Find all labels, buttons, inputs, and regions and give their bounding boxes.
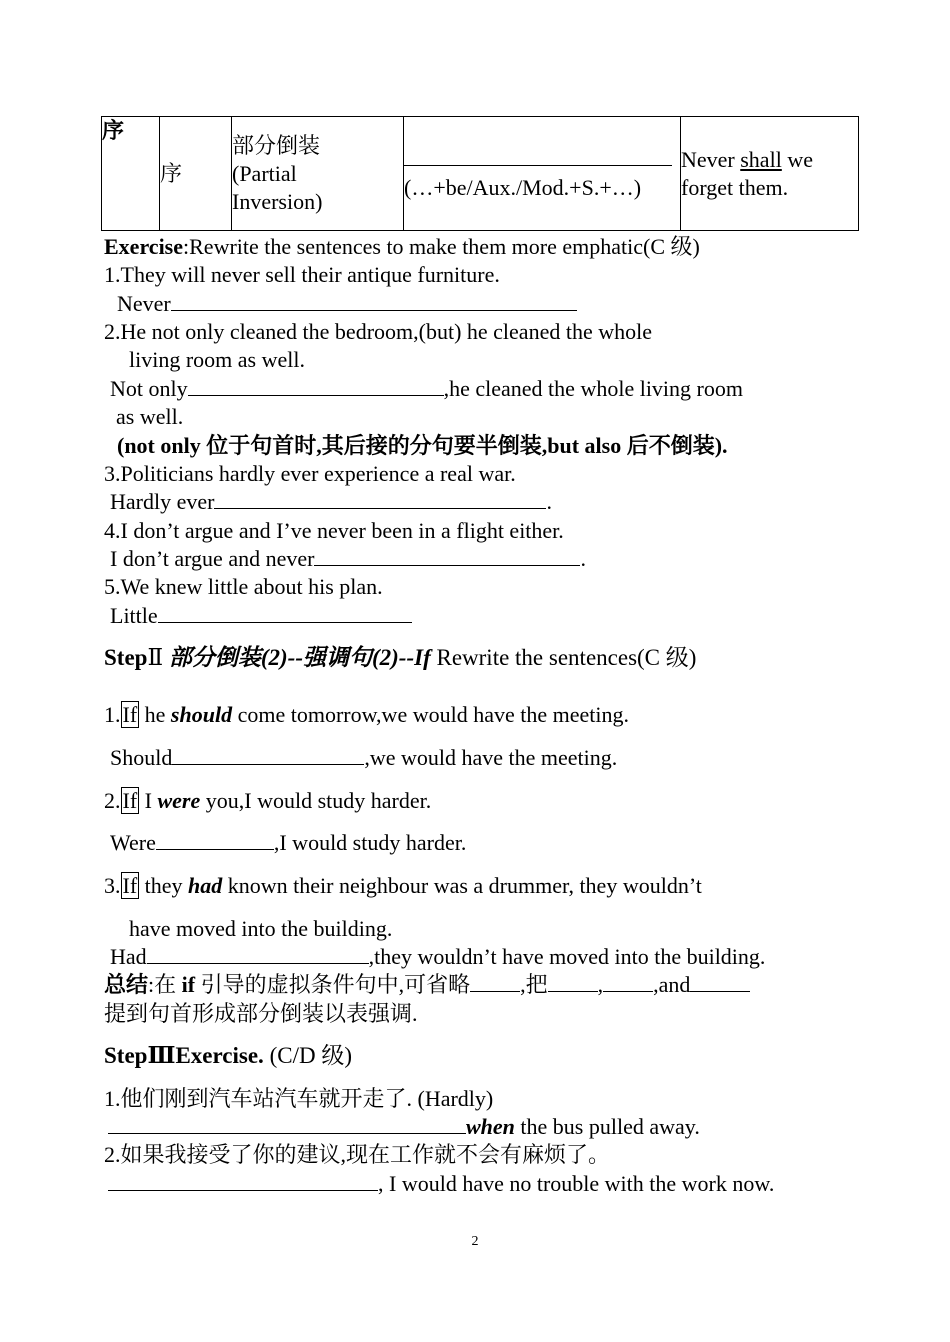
exercise-q2-cont: living room as well.	[129, 347, 305, 372]
exercise-q5: 5.We knew little about his plan.	[104, 574, 383, 599]
answer-blank[interactable]	[314, 545, 580, 566]
step2-a2: Were ,I would study harder.	[110, 830, 467, 855]
step2-q3-cont: have moved into the building.	[129, 916, 393, 941]
exercise-q4: 4.I don’t argue and I’ve never been in a flight either.	[104, 518, 564, 543]
table-cell-order: 序	[160, 117, 232, 231]
step3-q1: 1.他们刚到汽车站汽车就开走了. (Hardly)	[104, 1086, 494, 1111]
answer-blank[interactable]	[603, 971, 653, 992]
answer-blank[interactable]	[690, 971, 750, 992]
step2-summary: 总结:在 if 引导的虚拟条件句中,可省略 ,把 , ,and	[104, 971, 750, 999]
answer-blank[interactable]	[158, 602, 412, 623]
exercise-q2: 2.He not only cleaned the bedroom,(but) he cleaned the whole	[104, 319, 652, 344]
step3-heading: StepⅢExercise. (C/D 级)	[104, 1043, 352, 1068]
exercise-a3: Hardly ever .	[110, 489, 552, 514]
step3-a2: , I would have no trouble with the work now.	[108, 1170, 774, 1198]
answer-blank[interactable]	[214, 488, 546, 509]
answer-blank[interactable]	[108, 1113, 466, 1134]
table-cell-type: 部分倒装 (Partial Inversion)	[232, 117, 404, 231]
exercise-q1: 1.They will never sell their antique furniture.	[104, 262, 500, 287]
step2-q2: 2.If I were you,I would study harder.	[104, 788, 432, 813]
inversion-table	[101, 116, 859, 231]
answer-blank[interactable]	[171, 290, 577, 311]
answer-blank[interactable]	[147, 943, 369, 964]
exercise-a4: I don’t argue and never .	[110, 546, 586, 571]
table-cell-example: Never shall we forget them.	[681, 117, 859, 231]
formula-blank	[404, 145, 672, 166]
exercise-a2: Not only ,he cleaned the whole living room	[110, 376, 743, 401]
exercise-a5: Little	[110, 602, 412, 630]
exercise-a2-cont: as well.	[116, 404, 184, 429]
step2-q3: 3.If they had known their neighbour was a drummer, they wouldn’t	[104, 873, 702, 898]
step3-q2: 2.如果我接受了你的建议,现在工作就不会有麻烦了。	[104, 1142, 611, 1167]
exercise-a1: Never	[117, 290, 577, 318]
answer-blank[interactable]	[470, 971, 520, 992]
table-cell-formula: (…+be/Aux./Mod.+S.+…)	[404, 117, 681, 231]
answer-blank[interactable]	[188, 375, 444, 396]
answer-blank[interactable]	[548, 971, 598, 992]
table-cell-order-header: 序	[102, 117, 160, 231]
step2-a1: Should ,we would have the meeting.	[110, 745, 618, 770]
step2-heading: StepⅡ 部分倒装(2)--强调句(2)--If Rewrite the sentences(C 级)	[104, 645, 697, 670]
exercise-heading: Exercise:Rewrite the sentences to make them more emphatic(C 级)	[104, 234, 700, 259]
answer-blank[interactable]	[156, 829, 274, 850]
step2-a3: Had ,they wouldn’t have moved into the building.	[110, 944, 766, 969]
step3-a1: when the bus pulled away.	[108, 1113, 700, 1141]
page-number: 2	[471, 1234, 479, 1249]
step2-summary-cont: 提到句首形成部分倒装以表强调.	[104, 1001, 418, 1026]
answer-blank[interactable]	[108, 1170, 378, 1191]
answer-blank[interactable]	[172, 744, 364, 765]
exercise-note: (not only 位于句首时,其后接的分句要半倒装,but also 后不倒装).	[117, 433, 728, 458]
exercise-q3: 3.Politicians hardly ever experience a real war.	[104, 461, 516, 486]
step2-q1: 1.If he should come tomorrow,we would have the meeting.	[104, 702, 629, 727]
table-row	[102, 117, 859, 231]
